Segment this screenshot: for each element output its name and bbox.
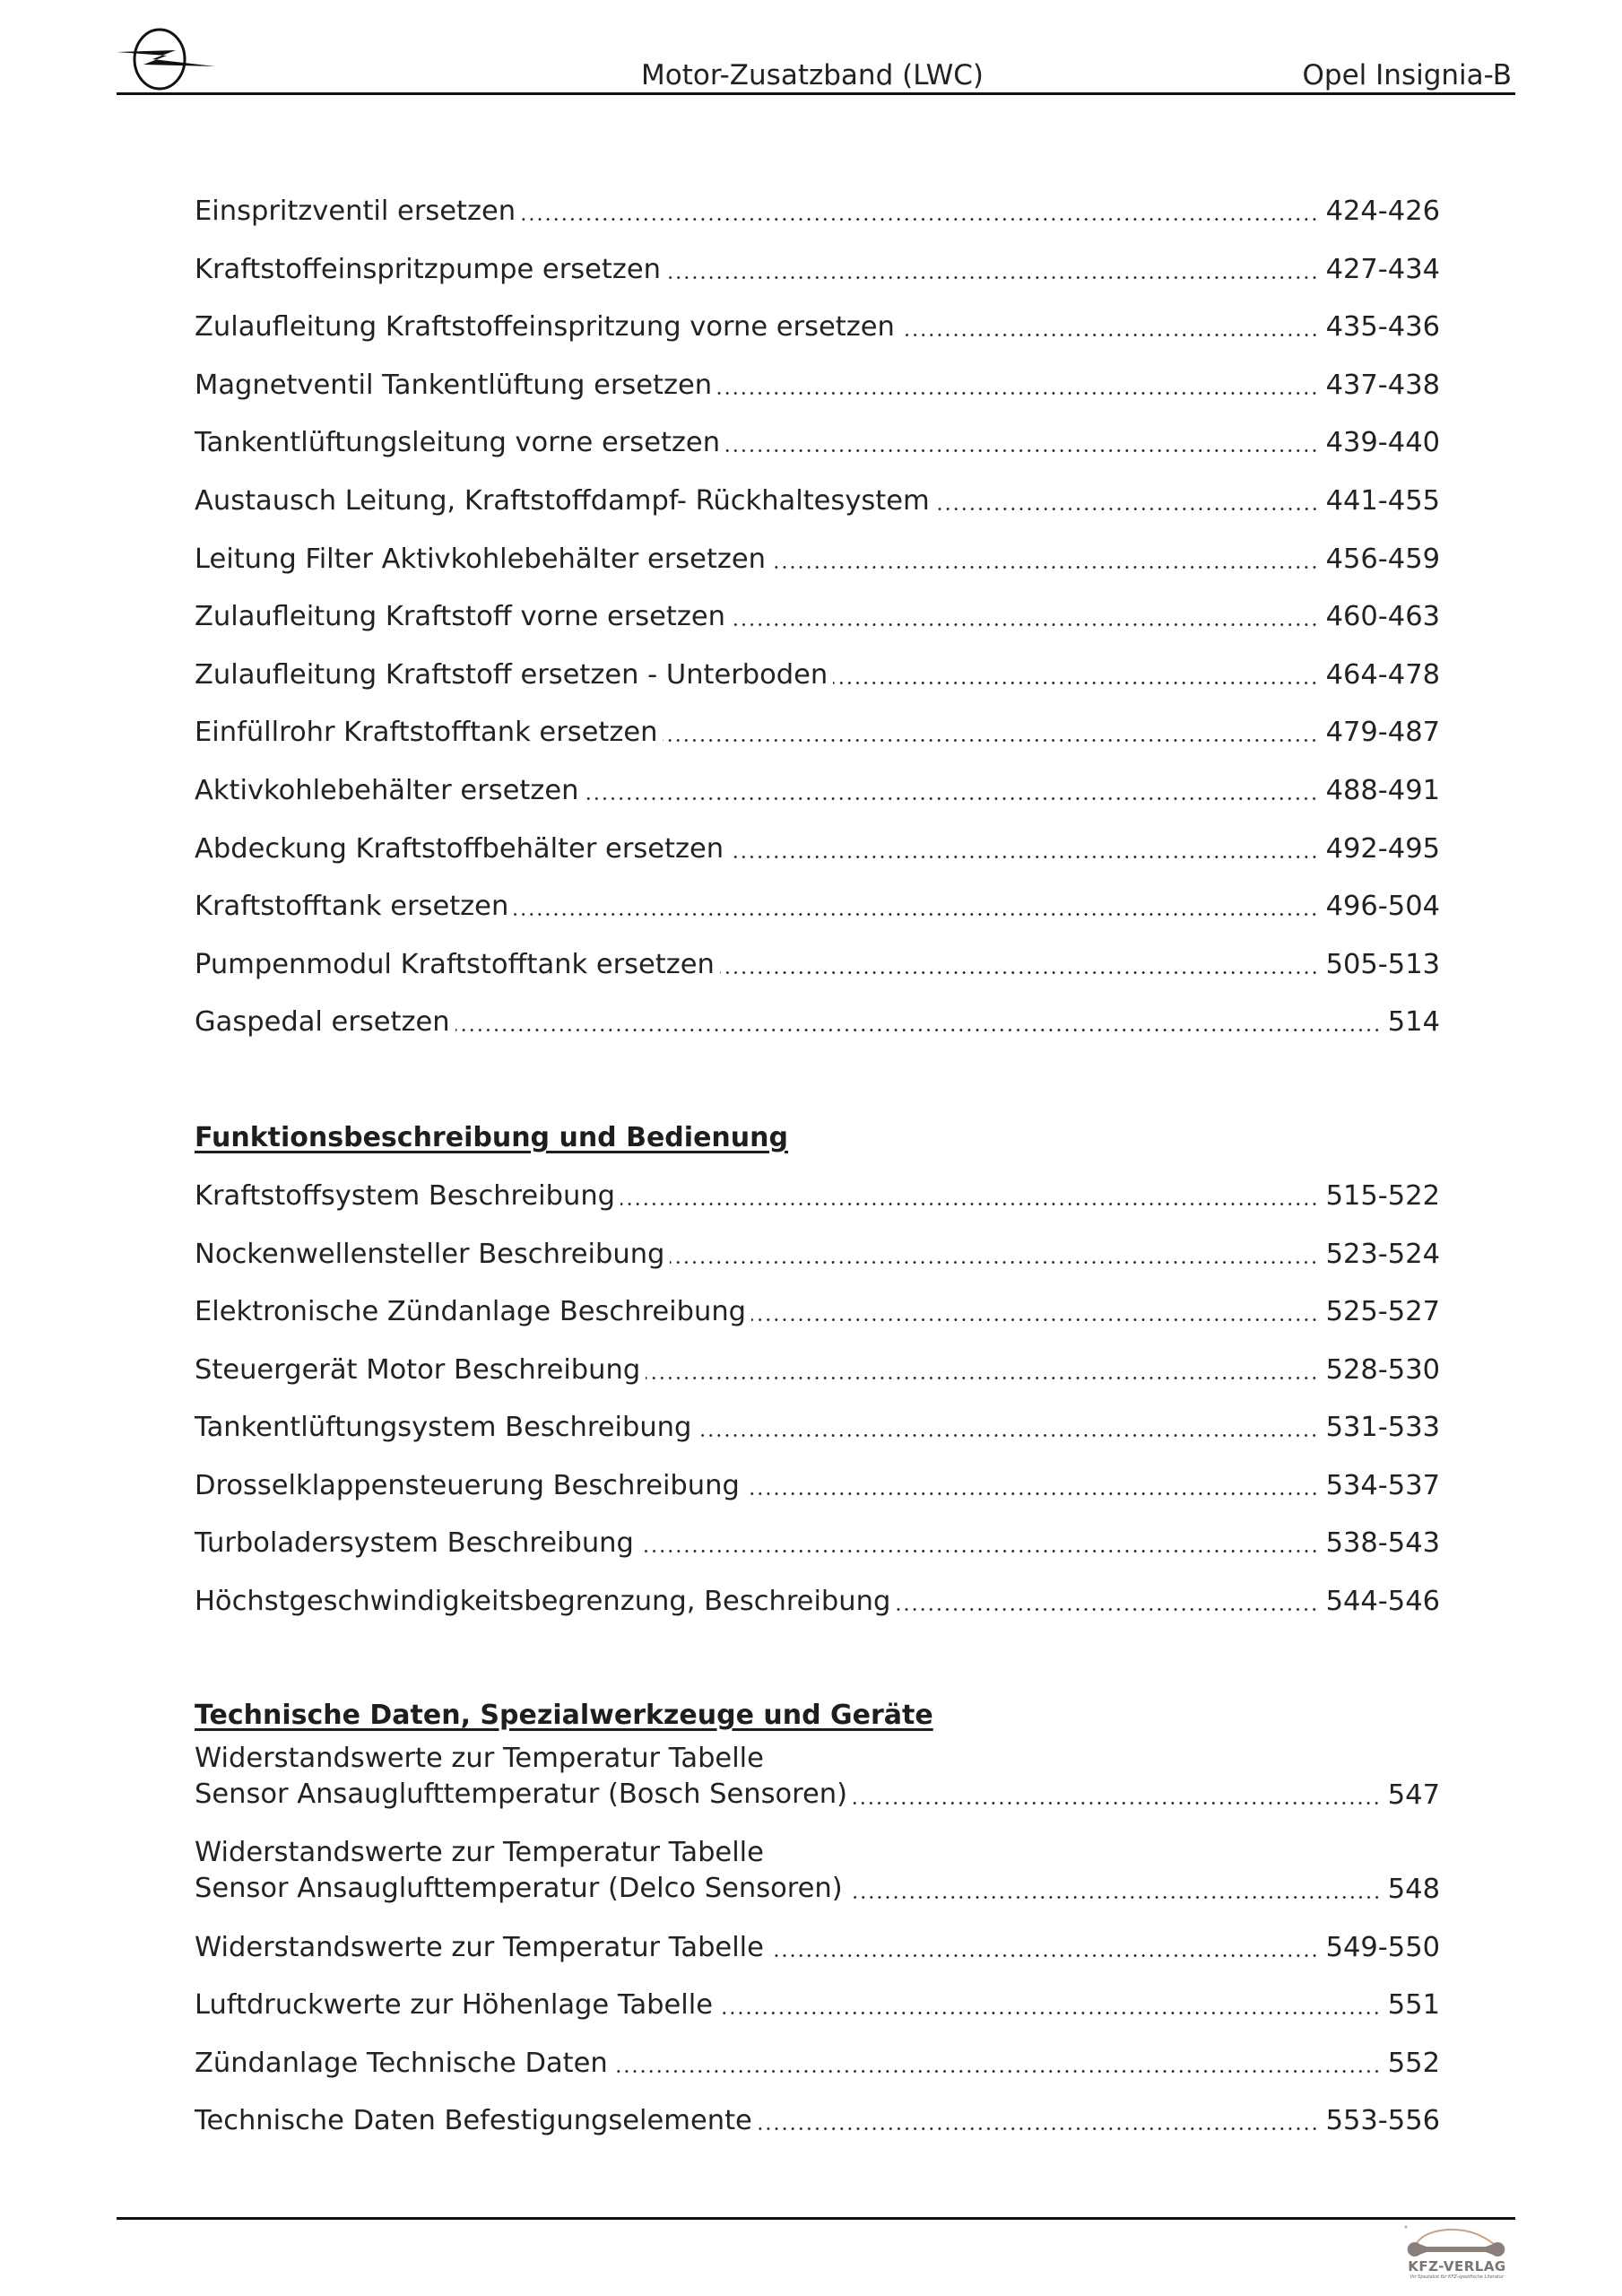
- toc-entry-page: 547: [1383, 1779, 1440, 1813]
- toc-entry[interactable]: [195, 193, 1440, 229]
- toc-entry[interactable]: [195, 367, 1440, 403]
- dot-leader: [454, 1005, 1383, 1039]
- toc-entry-page: 492-495: [1321, 832, 1440, 866]
- dot-leader: [512, 890, 1320, 924]
- dot-leader: [898, 310, 1321, 344]
- toc-entry-label: Technische Daten Befestigungselemente: [195, 2104, 756, 2138]
- toc-entry-label: Leitung Filter Aktivkohlebehälter ersetzen: [195, 543, 769, 577]
- dot-leader: [695, 1411, 1320, 1445]
- toc-entry[interactable]: [195, 1987, 1440, 2022]
- toc-entry-label: [195, 1835, 846, 1907]
- dot-leader: [716, 369, 1320, 403]
- toc-entry-page: 525-527: [1321, 1295, 1440, 1329]
- toc-entry-label: Zulaufleitung Kraftstoff vorne ersetzen: [195, 600, 729, 634]
- toc-entry[interactable]: [195, 714, 1440, 750]
- dot-leader: [851, 1779, 1383, 1813]
- toc-entry-label: Aktivkohlebehälter ersetzen: [195, 774, 582, 808]
- toc-entry[interactable]: [195, 1583, 1440, 1619]
- dot-leader: [750, 1295, 1321, 1329]
- toc-entry-page: 528-530: [1321, 1353, 1440, 1387]
- toc-entry-page: 439-440: [1321, 426, 1440, 460]
- toc-entry[interactable]: [195, 2102, 1440, 2138]
- toc-entry-page: 549-550: [1321, 1931, 1440, 1965]
- dot-leader: [729, 600, 1321, 634]
- toc-entry-page: 435-436: [1321, 310, 1440, 344]
- toc-entry-page: 437-438: [1321, 369, 1440, 403]
- dot-leader: [638, 1526, 1321, 1561]
- toc-entry-label: Einfüllrohr Kraftstofftank ersetzen: [195, 716, 661, 750]
- toc-entry-label: Einspritzventil ersetzen: [195, 195, 519, 229]
- toc-entry-label: Austausch Leitung, Kraftstoffdampf- Rückhaltesystem: [195, 484, 933, 518]
- toc-entry-label-line2: Sensor Ansauglufttemperatur (Bosch Sensoren): [195, 1779, 848, 1810]
- toc-entry-page: 424-426: [1321, 195, 1440, 229]
- toc-entry-page: 460-463: [1321, 600, 1440, 634]
- toc-entry-label: Zulaufleitung Kraftstoffeinspritzung vorne ersetzen: [195, 310, 898, 344]
- toc-entry[interactable]: [195, 657, 1440, 692]
- toc-entry-page: 515-522: [1321, 1179, 1440, 1213]
- dot-leader: [661, 716, 1320, 750]
- toc-entry-page: 534-537: [1321, 1469, 1440, 1503]
- dot-leader: [582, 774, 1320, 808]
- toc-entry[interactable]: [195, 1835, 1440, 1907]
- vehicle-model: Opel Insignia-B: [1302, 59, 1512, 91]
- toc-entry-label: Pumpenmodul Kraftstofftank ersetzen: [195, 948, 718, 982]
- page-header: [117, 0, 1515, 97]
- dot-leader: [519, 195, 1320, 229]
- toc-entry[interactable]: [195, 888, 1440, 924]
- dot-leader: [668, 1238, 1320, 1272]
- toc-entry-label: Kraftstofftank ersetzen: [195, 890, 512, 924]
- toc-entry[interactable]: [195, 541, 1440, 577]
- toc-entry-page: 479-487: [1321, 716, 1440, 750]
- toc-entry-label: Drosselklappensteuerung Beschreibung: [195, 1469, 743, 1503]
- toc-entry-label: Elektronische Zündanlage Beschreibung: [195, 1295, 750, 1329]
- footer-divider: [117, 2217, 1515, 2220]
- dot-leader: [831, 658, 1320, 692]
- opel-logo-icon: [117, 25, 224, 93]
- toc-entry-label: Tankentlüftungsleitung vorne ersetzen: [195, 426, 724, 460]
- toc-entry[interactable]: [195, 483, 1440, 518]
- toc-entry[interactable]: [195, 251, 1440, 287]
- toc-entry[interactable]: [195, 831, 1440, 866]
- toc-entry-label: Gaspedal ersetzen: [195, 1005, 454, 1039]
- toc-entry-page: 523-524: [1321, 1238, 1440, 1272]
- toc-entry[interactable]: [195, 772, 1440, 808]
- dot-leader: [664, 253, 1321, 287]
- toc-entry[interactable]: [195, 1929, 1440, 1965]
- document-title: Motor-Zusatzband (LWC): [641, 59, 984, 91]
- toc-entry-page: 538-543: [1321, 1526, 1440, 1561]
- toc-entry-page: 496-504: [1321, 890, 1440, 924]
- toc-entry-page: 456-459: [1321, 543, 1440, 577]
- toc-entry-label-line1: Widerstandswerte zur Temperatur Tabelle: [195, 1837, 764, 1868]
- toc-entry-page: 464-478: [1321, 658, 1440, 692]
- dot-leader: [718, 948, 1321, 982]
- toc-entry-label: Kraftstoffeinspritzpumpe ersetzen: [195, 253, 664, 287]
- toc-entry[interactable]: [195, 1178, 1440, 1213]
- dot-leader: [769, 543, 1321, 577]
- toc-entry-label: Kraftstoffsystem Beschreibung: [195, 1179, 619, 1213]
- toc-entry-page: 505-513: [1321, 948, 1440, 982]
- toc-entry[interactable]: [195, 1525, 1440, 1561]
- toc-entry-label: Widerstandswerte zur Temperatur Tabelle: [195, 1931, 768, 1965]
- dot-leader: [716, 1988, 1383, 2022]
- toc-entry-page: 551: [1383, 1988, 1440, 2022]
- toc-entry-label: Steuergerät Motor Beschreibung: [195, 1353, 644, 1387]
- section-heading-funktionsbeschreibung[interactable]: Funktionsbeschreibung und Bedienung: [195, 1122, 788, 1153]
- toc-entry[interactable]: [195, 309, 1440, 344]
- dot-leader: [644, 1353, 1320, 1387]
- toc-entry-label: Luftdruckwerte zur Höhenlage Tabelle: [195, 1988, 716, 2022]
- dot-leader: [846, 1873, 1383, 1907]
- dot-leader: [933, 484, 1321, 518]
- toc-entry-label: Turboladersystem Beschreibung: [195, 1526, 638, 1561]
- toc-entry[interactable]: [195, 1467, 1440, 1503]
- toc-entry-page: 514: [1383, 1005, 1440, 1039]
- footer-brand: KFZ-VERLAG: [1408, 2258, 1506, 2274]
- toc-entry[interactable]: [195, 598, 1440, 634]
- toc-entry-label: [195, 1741, 851, 1813]
- toc-entry-label: Abdeckung Kraftstoffbehälter ersetzen: [195, 832, 727, 866]
- toc-entry-page: 548: [1383, 1873, 1440, 1907]
- toc-entry[interactable]: [195, 1004, 1440, 1039]
- kfz-verlag-logo-icon: [1403, 2224, 1511, 2289]
- toc-entry-label-line1: Widerstandswerte zur Temperatur Tabelle: [195, 1743, 764, 1774]
- toc-entry[interactable]: [195, 946, 1440, 982]
- dot-leader: [894, 1585, 1320, 1619]
- toc-entry-page: 552: [1383, 2047, 1440, 2081]
- page-footer: [117, 2215, 1515, 2296]
- toc-entry[interactable]: [195, 424, 1440, 460]
- dot-leader: [727, 832, 1320, 866]
- toc-entry-page: 488-491: [1321, 774, 1440, 808]
- toc-entry[interactable]: [195, 1236, 1440, 1272]
- toc-entry[interactable]: [195, 1741, 1440, 1813]
- toc-entry-page: 544-546: [1321, 1585, 1440, 1619]
- toc-entry[interactable]: [195, 2045, 1440, 2081]
- toc-entry-label: Zündanlage Technische Daten: [195, 2047, 612, 2081]
- toc-entry-label: Magnetventil Tankentlüftung ersetzen: [195, 369, 716, 403]
- dot-leader: [743, 1469, 1321, 1503]
- toc-entry[interactable]: [195, 1293, 1440, 1329]
- toc-entry-page: 531-533: [1321, 1411, 1440, 1445]
- toc-entry-label: Höchstgeschwindigkeitsbegrenzung, Beschreibung: [195, 1585, 894, 1619]
- toc-entry-label-line2: Sensor Ansauglufttemperatur (Delco Sensoren): [195, 1873, 843, 1904]
- toc-entry-label: Zulaufleitung Kraftstoff ersetzen - Unterboden: [195, 658, 831, 692]
- toc-entry[interactable]: [195, 1352, 1440, 1387]
- toc-entry-page: 427-434: [1321, 253, 1440, 287]
- dot-leader: [619, 1179, 1321, 1213]
- dot-leader: [768, 1931, 1321, 1965]
- footer-tagline: Ihr Spezialist für KFZ-spezifische Literatur: [1409, 2274, 1505, 2280]
- toc-entry-label: Nockenwellensteller Beschreibung: [195, 1238, 668, 1272]
- dot-leader: [612, 2047, 1383, 2081]
- toc-entry-page: 553-556: [1321, 2104, 1440, 2138]
- toc-entry[interactable]: [195, 1409, 1440, 1445]
- dot-leader: [756, 2104, 1321, 2138]
- toc-entry-label: Tankentlüftungsystem Beschreibung: [195, 1411, 695, 1445]
- section-heading-technische-daten[interactable]: Technische Daten, Spezialwerkzeuge und Geräte: [195, 1700, 933, 1731]
- header-divider: [117, 92, 1515, 95]
- dot-leader: [724, 426, 1321, 460]
- toc-entry-page: 441-455: [1321, 484, 1440, 518]
